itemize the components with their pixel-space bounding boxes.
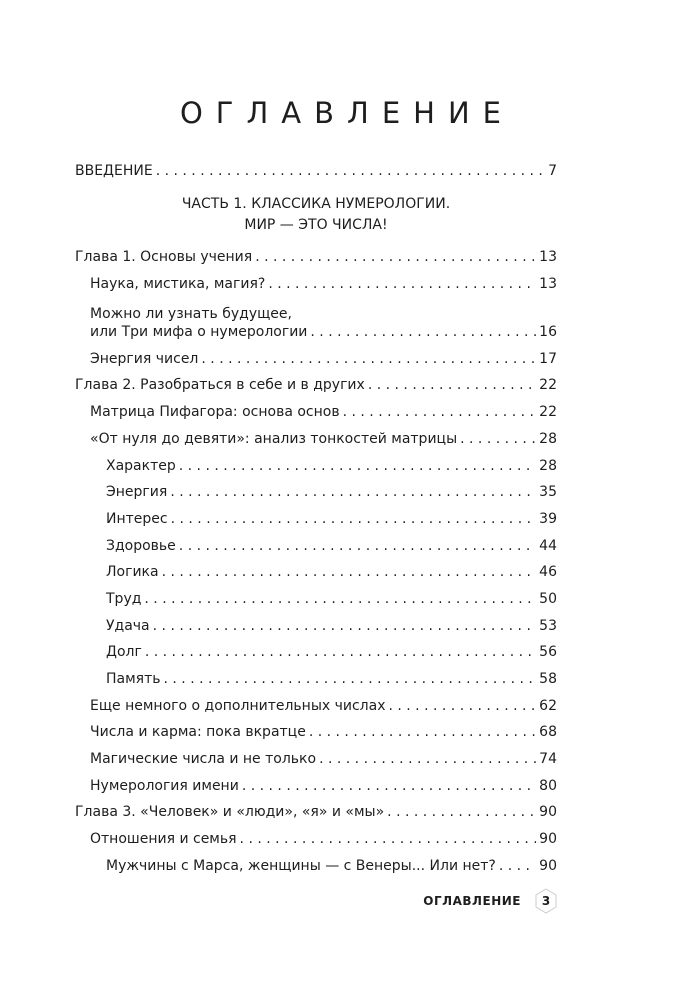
dot-leader: [242, 777, 536, 795]
toc-entry-page: 13: [539, 276, 557, 293]
dot-leader: [145, 643, 536, 661]
dot-leader: [201, 350, 536, 368]
toc-entry-label: Еще немного о дополнительных числах: [90, 697, 386, 714]
page-number-badge: [535, 888, 557, 914]
toc-entry[interactable]: [75, 394, 557, 421]
dot-leader: [255, 248, 536, 266]
toc-entry-page: 68: [539, 724, 557, 741]
toc-entry-page: 22: [539, 404, 557, 421]
toc-entry[interactable]: [75, 768, 557, 795]
toc-entry-label: Числа и карма: пока вкратце: [90, 724, 306, 741]
dot-leader: [309, 723, 536, 741]
dot-leader: [179, 537, 536, 555]
toc-entry-label: Наука, мистика, магия?: [90, 276, 266, 293]
toc-entry[interactable]: [75, 821, 557, 848]
toc-entry[interactable]: [75, 635, 557, 662]
dot-leader: [387, 803, 536, 821]
running-head: ОГЛАВЛЕНИЕ: [423, 894, 521, 908]
toc-entry[interactable]: [75, 715, 557, 742]
dot-leader: [319, 750, 536, 768]
toc-entry-label: Глава 3. «Человек» и «люди», «я» и «мы»: [75, 804, 385, 821]
dot-leader: [179, 457, 536, 475]
toc-entry-label: Энергия: [106, 484, 168, 501]
toc-entry[interactable]: [75, 501, 557, 528]
toc-entry-label: Отношения и семья: [90, 831, 237, 848]
toc-entry-label: Память: [106, 671, 161, 687]
toc-entry[interactable]: [75, 421, 557, 448]
toc-entry-label: Характер: [106, 457, 176, 474]
toc-entry-label: Глава 1. Основы учения: [75, 249, 253, 266]
dot-leader: [343, 403, 537, 421]
toc-entry-label: Можно ли узнать будущее, или Три мифа о нумерологии: [90, 306, 308, 341]
toc-entry-label: Мужчины с Марса, женщины — с Венеры... Или нет?: [106, 857, 496, 874]
toc-entry[interactable]: [75, 341, 557, 368]
toc-entry[interactable]: [75, 741, 557, 768]
dot-leader: [310, 323, 536, 341]
toc-entry[interactable]: [75, 528, 557, 555]
toc-entry-page: 28: [539, 430, 557, 447]
toc-entry-label: Глава 2. Разобраться в себе и в других: [75, 377, 365, 394]
toc-entry-page: 39: [539, 510, 557, 527]
toc-entry-page: 62: [539, 697, 557, 714]
toc-entry-page: 90: [539, 831, 557, 848]
toc-entry-label: Матрица Пифагора: основа основ: [90, 404, 340, 421]
toc-entry-page: 13: [539, 249, 557, 266]
toc-entry-page: 7: [548, 162, 557, 179]
toc-entry-label: ВВЕДЕНИЕ: [75, 162, 153, 179]
part-heading: ЧАСТЬ 1. КЛАССИКА НУМЕРОЛОГИИ. МИР — ЭТО ЧИСЛА!: [181, 195, 451, 233]
toc-entry-page: 74: [539, 751, 557, 768]
toc-entry-page: 50: [539, 590, 557, 607]
dot-leader: [171, 510, 537, 528]
toc-entry-label: Долг: [106, 644, 142, 661]
dot-leader: [144, 590, 536, 608]
dot-leader: [388, 697, 536, 715]
toc-entry-page: 44: [539, 537, 557, 554]
toc-entry[interactable]: [75, 608, 557, 635]
toc-entry-page: 16: [539, 324, 557, 341]
toc-entry-page: 53: [539, 617, 557, 634]
toc-entry[interactable]: [75, 688, 557, 715]
toc-entry-label: «От нуля до девяти»: анализ тонкостей матрицы: [90, 430, 458, 447]
toc-entry-page: 56: [539, 644, 557, 661]
dot-leader: [156, 162, 545, 180]
toc-entry[interactable]: [75, 266, 557, 293]
toc-entry-label: Удача: [106, 617, 150, 634]
dot-leader: [170, 483, 536, 501]
toc-entry[interactable]: [75, 293, 557, 341]
toc-entry-label: Интерес: [106, 510, 168, 527]
toc-entry-page: 46: [539, 564, 557, 581]
toc-entry[interactable]: [75, 368, 557, 395]
toc-entry-label: Энергия чисел: [90, 350, 199, 367]
dot-leader: [153, 617, 537, 635]
toc-entry[interactable]: [75, 448, 557, 475]
toc-entry-label: Труд: [106, 590, 142, 607]
toc-entry[interactable]: [75, 475, 557, 502]
toc-entry-label: Нумерология имени: [90, 777, 239, 794]
page-number: 3: [541, 894, 551, 908]
toc-entry[interactable]: [75, 240, 557, 267]
toc-entry-label: Логика: [106, 564, 159, 581]
dot-leader: [368, 376, 536, 394]
toc-entry[interactable]: [75, 555, 557, 582]
dot-leader: [240, 830, 537, 848]
dot-leader: [499, 857, 536, 875]
dot-leader: [460, 430, 536, 448]
page-footer: [423, 888, 557, 914]
toc-entry-page: 28: [539, 457, 557, 474]
table-of-contents: [75, 153, 557, 875]
toc-entry-page: 17: [539, 350, 557, 367]
toc-entry-page: 22: [539, 377, 557, 394]
page-title: ОГЛАВЛЕНИЕ: [179, 96, 514, 130]
dot-leader: [268, 275, 536, 293]
dot-leader: [162, 563, 537, 581]
toc-entry-page: 90: [539, 804, 557, 821]
toc-entry-label: Магические числа и не только: [90, 751, 317, 768]
toc-entry-intro[interactable]: [75, 153, 557, 180]
dot-leader: [164, 670, 537, 688]
toc-entry-page: 58: [539, 671, 557, 687]
toc-entry[interactable]: [75, 795, 557, 822]
toc-entry-page: 90: [539, 857, 557, 874]
toc-entry[interactable]: [75, 581, 557, 608]
toc-entry[interactable]: [75, 848, 557, 875]
toc-entry-page: 80: [539, 777, 557, 794]
toc-entry[interactable]: [75, 661, 557, 688]
toc-entry-page: 35: [539, 484, 557, 501]
toc-entry-label: Здоровье: [106, 537, 176, 554]
